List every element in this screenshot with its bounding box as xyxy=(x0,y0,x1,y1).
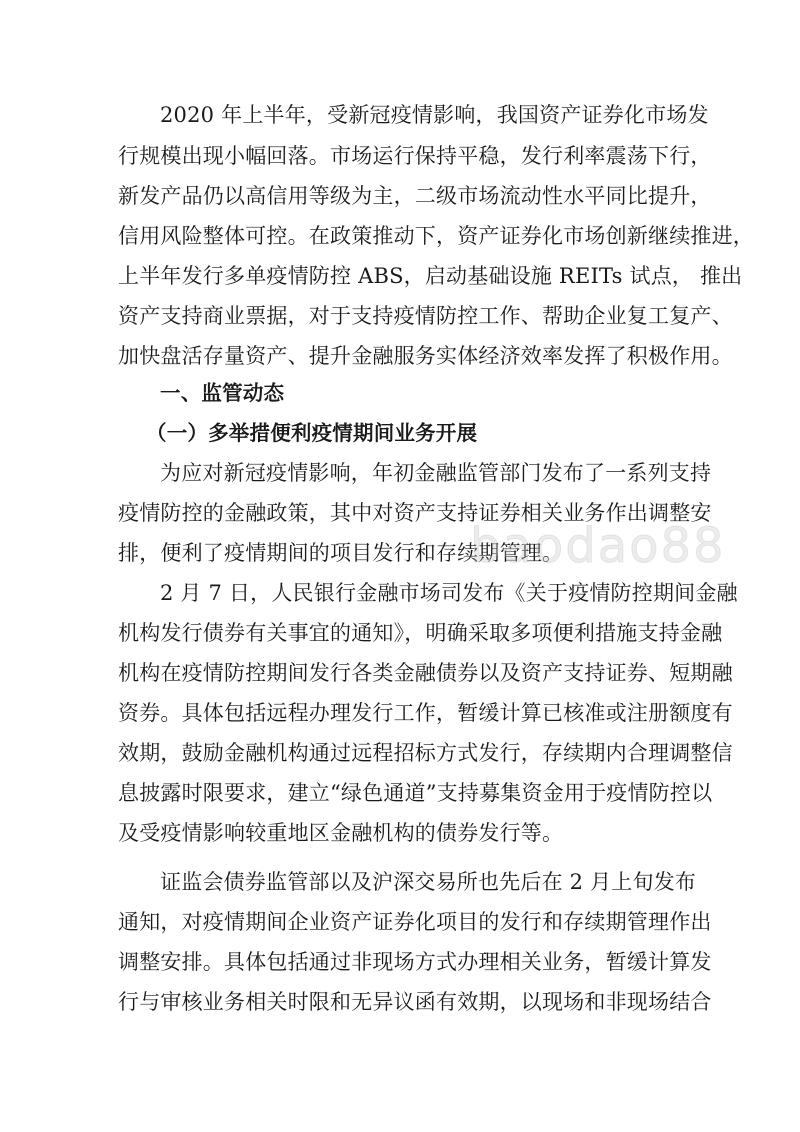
paragraph-line: 新发产品仍以高信用等级为主，二级市场流动性水平同比提升， xyxy=(118,184,712,208)
section-heading: 一、监管动态 xyxy=(160,381,285,405)
subsection-heading: （一）多举措便利疫情期间业务开展 xyxy=(146,421,478,445)
paragraph-line: 及受疫情影响较重地区金融机构的债券发行等。 xyxy=(118,821,564,845)
paragraph-line: 疫情防控的金融政策，其中对资产支持证券相关业务作出调整安 xyxy=(118,501,712,525)
paragraph-line: 2020 年上半年，受新冠疫情影响，我国资产证券化市场发 xyxy=(160,103,709,127)
paragraph-line: 息披露时限要求，建立“绿色通道”支持募集资金用于疫情防控以 xyxy=(118,781,713,805)
paragraph-line: 资券。具体包括远程办理发行工作，暂缓计算已核准或注册额度有 xyxy=(118,701,733,725)
paragraph-line: 通知，对疫情期间企业资产证券化项目的发行和存续期管理作出 xyxy=(118,910,712,934)
paragraph-line: 排，便利了疫情期间的项目发行和存续期管理。 xyxy=(118,541,564,565)
paragraph-line: 信用风险整体可控。在政策推动下，资产证券化市场创新继续推进， xyxy=(118,224,754,248)
paragraph-line: 机构在疫情防控期间发行各类金融债券以及资产支持证券、短期融 xyxy=(118,661,733,685)
paragraph-line: 2 月 7 日，人民银行金融市场司发布《关于疫情防控期间金融 xyxy=(160,581,738,605)
paragraph-line: 为应对新冠疫情影响，年初金融监管部门发布了一系列支持 xyxy=(160,461,712,485)
paragraph-line: 行与审核业务相关时限和无异议函有效期，以现场和非现场结合 xyxy=(118,990,712,1014)
paragraph-line: 效期，鼓励金融机构通过远程招标方式发行，存续期内合理调整信 xyxy=(118,741,733,765)
paragraph-line: 上半年发行多单疫情防控 ABS，启动基础设施 REITs 试点， 推出 xyxy=(118,264,743,288)
watermark: baodao88 xyxy=(470,518,726,574)
paragraph-line: 加快盘活存量资产、提升金融服务实体经济效率发挥了积极作用。 xyxy=(118,344,733,368)
paragraph-line: 资产支持商业票据，对于支持疫情防控工作、帮助企业复工复产、 xyxy=(118,304,733,328)
paragraph-line: 调整安排。具体包括通过非现场方式办理相关业务，暂缓计算发 xyxy=(118,950,712,974)
paragraph-line: 机构发行债券有关事宜的通知》，明确采取多项便利措施支持金融 xyxy=(118,621,723,645)
paragraph-line: 行规模出现小幅回落。市场运行保持平稳，发行利率震荡下行， xyxy=(118,144,712,168)
paragraph-line: 证监会债券监管部以及沪深交易所也先后在 2 月上旬发布 xyxy=(160,870,697,894)
